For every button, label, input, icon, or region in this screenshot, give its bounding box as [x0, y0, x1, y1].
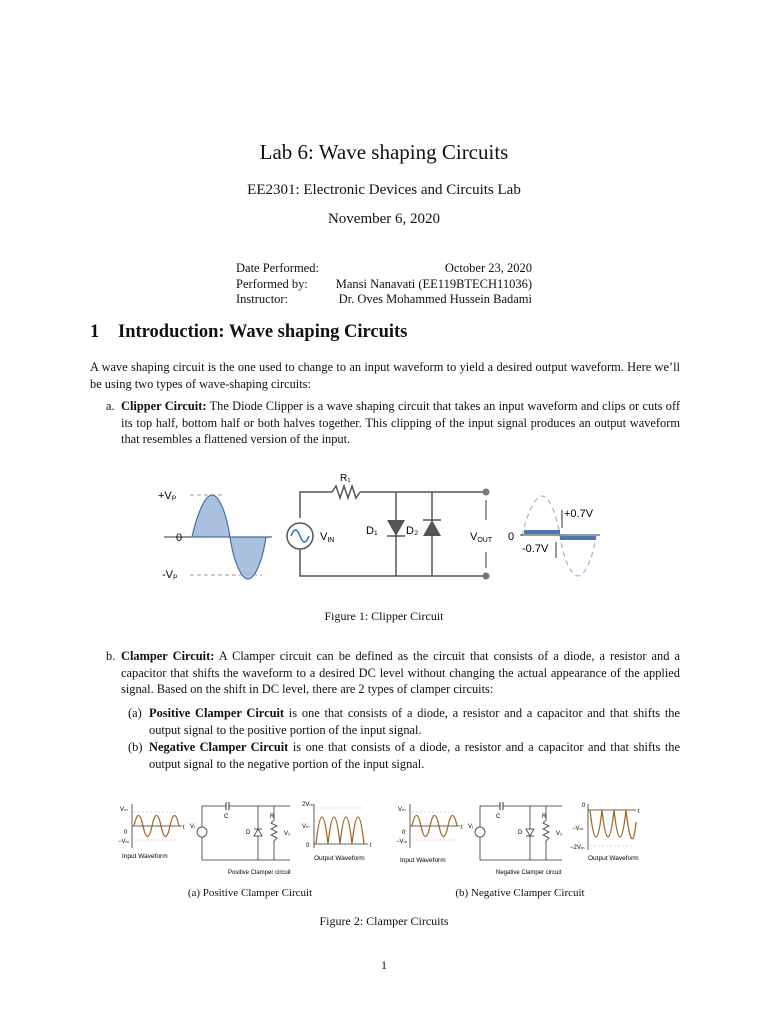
term-clamper: Clamper Circuit:	[121, 649, 215, 663]
pc-negvm-label: −Vₘ	[118, 839, 130, 845]
wire-bottom	[300, 549, 486, 576]
pc-diode	[254, 829, 262, 836]
zero-out-label: 0	[508, 531, 515, 543]
pc-d-label: D	[246, 830, 251, 836]
figure2b-caption: (b) Negative Clamper Circuit	[455, 887, 585, 899]
nc-t-label: t	[461, 825, 463, 831]
definition-clipper: The Diode Clipper is a wave shaping circuit that takes an input waveform and clips or cuts off its top half, bottom half or both halves together. This clipping of the input signal produces an output waveform that resembles a flattened version of the input.	[121, 399, 680, 446]
page-number: 1	[381, 958, 387, 972]
section-heading	[90, 322, 407, 343]
nc-t-out-label: t	[638, 809, 640, 815]
vp-neg-label: -Vₚ	[162, 569, 178, 581]
meta-key: Instructor:	[236, 292, 289, 306]
minus07-label: -0.7V	[522, 543, 549, 555]
nc-circuit-label: Negative Clamper circuit	[496, 870, 562, 876]
definition-clamper: A Clamper circuit can be defined as the circuit that consists of a diode, a resistor and a capacitor that shifts the waveform to a desired DC level without changing the actual appearance of the applied signal. Based on the shift in DC level, there are 2 types of clamper circuits:	[121, 649, 680, 696]
pc-output-label: Output Waveform	[314, 855, 365, 862]
meta-row-date-performed	[236, 261, 532, 277]
nc-negtwovm-label: −2Vₘ	[570, 845, 585, 851]
section-number: 1	[90, 322, 100, 342]
nc-source	[475, 827, 485, 837]
list-marker: a.	[106, 399, 115, 413]
nc-c-label: C	[496, 814, 501, 820]
diode-d1	[387, 520, 405, 536]
list-marker: b.	[106, 649, 116, 663]
pc-vo-label: V₀	[284, 831, 291, 837]
figure2a-caption: (a) Positive Clamper Circuit	[187, 887, 313, 899]
ac-source-symbol	[291, 530, 309, 542]
input-negative-half	[230, 537, 266, 579]
pc-wire-top-left	[202, 806, 226, 827]
intro-paragraph: A wave shaping circuit is the one used to change to an input waveform to yield a desired output waveform. Here we’ll be using two types of wave-shaping circuits:	[90, 360, 680, 391]
section-title: Introduction: Wave shaping Circuits	[118, 322, 408, 342]
meta-row-performed-by	[236, 277, 532, 293]
nc-zero-label: 0	[402, 830, 406, 836]
nc-zero-out-label: 0	[582, 803, 586, 809]
plus07-label: +0.7V	[564, 508, 594, 520]
nc-r-label: R	[542, 814, 547, 820]
meta-row-instructor	[236, 292, 532, 308]
course-name: EE2301: Electronic Devices and Circuits Lab	[247, 182, 521, 198]
nc-d-label: D	[518, 830, 523, 836]
figure2-caption: Figure 2: Clamper Circuits	[319, 914, 449, 928]
definition-positive-clamper: is one that consists of a diode, a resistor and a capacitor and that shifts the output signal to the positive portion of the input signal.	[149, 706, 680, 737]
output-terminal-top	[483, 489, 490, 496]
output-terminal-bottom	[483, 573, 490, 580]
pc-circuit-label: Positive Clamper circuit	[228, 870, 291, 876]
pc-zero-out-label: 0	[306, 843, 310, 849]
subitem-marker: (a)	[128, 706, 142, 720]
list-item-clipper	[106, 398, 680, 448]
report-date: November 6, 2020	[327, 211, 441, 227]
pc-vm-out-label: Vₘ	[302, 824, 310, 830]
pc-wire-bottom	[202, 837, 290, 860]
pc-output-wave	[316, 817, 364, 844]
nc-vo-label: V₀	[556, 831, 563, 837]
meta-key: Performed by:	[236, 277, 308, 291]
pc-vm-label: Vₘ	[120, 807, 128, 813]
pc-r-label: R	[270, 814, 275, 820]
vin-label: VIN	[320, 531, 335, 544]
output-clip-positive	[524, 530, 560, 534]
nc-negvm-out-label: −Vₘ	[572, 826, 584, 832]
input-positive-half	[192, 495, 230, 537]
nc-wire-bottom	[480, 837, 562, 860]
pc-zero-label: 0	[124, 830, 128, 836]
subitem-positive-clamper	[128, 705, 680, 738]
diode-d2	[423, 520, 441, 536]
pc-t-out-label: t	[370, 843, 372, 849]
resistor-r1	[332, 486, 360, 498]
figure1-caption: Figure 1: Clipper Circuit	[324, 609, 444, 623]
nc-vi-label: Vᵢ	[468, 824, 473, 830]
positive-clamper-figure	[118, 798, 388, 880]
nc-negvm-label: −Vₘ	[396, 839, 408, 845]
vout-label: VOUT	[470, 531, 493, 544]
definition-negative-clamper: is one that consists of a diode, a resistor and a capacitor and that shifts the output signal to the negative portion of the input signal.	[149, 740, 680, 771]
zero-label: 0	[176, 532, 183, 544]
subitem-negative-clamper	[128, 739, 680, 772]
meta-value: Dr. Oves Mohammed Hussein Badami	[338, 292, 532, 306]
pc-vi-label: Vᵢ	[190, 824, 195, 830]
list-item-clamper	[106, 648, 680, 698]
vp-pos-label: +Vₚ	[158, 490, 177, 502]
clipper-circuit-figure	[150, 470, 610, 590]
term-negative-clamper: Negative Clamper Circuit	[149, 740, 289, 754]
nc-vm-label: Vₘ	[398, 807, 406, 813]
output-clip-negative	[560, 536, 596, 540]
nc-input-label: Input Waveform	[400, 857, 446, 864]
d2-label: D₂	[406, 525, 419, 537]
r1-label: R₁	[340, 473, 351, 484]
pc-twovm-label: 2Vₘ	[302, 802, 314, 808]
nc-output-wave	[590, 810, 636, 839]
paper-title: Lab 6: Wave shaping Circuits	[259, 140, 509, 164]
pc-input-label: Input Waveform	[122, 853, 168, 860]
wire-top-left	[300, 492, 332, 518]
negative-clamper-figure	[396, 798, 652, 880]
term-clipper: Clipper Circuit:	[121, 399, 207, 413]
meta-value: October 23, 2020	[444, 261, 532, 275]
subitem-marker: (b)	[128, 740, 143, 754]
nc-diode	[526, 829, 534, 836]
meta-key: Date Performed:	[236, 261, 319, 275]
term-positive-clamper: Positive Clamper Circuit	[149, 706, 285, 720]
d1-label: D₁	[366, 525, 378, 537]
pc-source	[197, 827, 207, 837]
pc-c-label: C	[224, 814, 229, 820]
nc-output-label: Output Waveform	[588, 855, 639, 862]
meta-value: Mansi Nanavati (EE119BTECH11036)	[335, 277, 532, 291]
pc-t-label: t	[183, 825, 185, 831]
